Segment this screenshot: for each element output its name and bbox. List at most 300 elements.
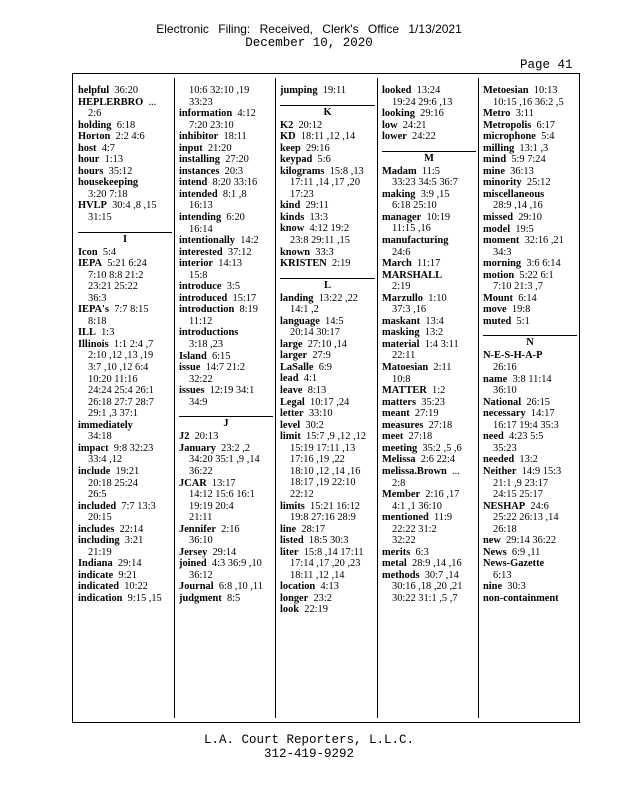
index-word: introduce (179, 281, 222, 293)
index-word: methods (382, 569, 420, 581)
index-word: January (179, 442, 216, 454)
index-entry (382, 512, 478, 524)
index-entry (483, 293, 579, 305)
index-word: leave (280, 385, 303, 397)
page-line-refs: 3:8 11:14 (512, 373, 552, 385)
page-line-refs-continued: 37:3 ,16 (392, 304, 427, 316)
page-line-refs: 24:22 (412, 131, 436, 143)
index-entry (78, 258, 174, 270)
index-word: Island (179, 350, 207, 362)
page-line-refs: 29:16 (420, 108, 444, 120)
page-line-refs-continued: 16:17 19:4 35:3 (493, 419, 559, 431)
index-entry (280, 581, 377, 593)
index-word: letter (280, 408, 304, 420)
page-line-refs: 4:23 5:5 (509, 431, 544, 443)
page-line-refs-continued: 19:19 20:4 (189, 500, 234, 512)
index-entry (280, 593, 377, 605)
index-entry (280, 501, 377, 513)
index-word: J2 (179, 431, 190, 443)
page-number: Page 41 (520, 58, 573, 72)
index-word: including (78, 535, 120, 547)
page-line-refs: 11:5 (421, 165, 440, 177)
index-entry (483, 304, 579, 316)
page-line-refs-continued: 2:8 (392, 477, 406, 489)
index-word: line (280, 523, 297, 535)
page-line-refs: 12:19 34:1 (209, 385, 255, 397)
page-line-refs-continued: 16:14 (189, 223, 213, 235)
index-word: K2 (280, 119, 294, 131)
index-entry (280, 143, 377, 155)
page-line-refs-continued: 6:13 (493, 569, 512, 581)
page-line-refs: 35:23 (421, 396, 445, 408)
index-entry (179, 547, 275, 559)
index-word: KD (280, 131, 296, 143)
index-word: keypad (280, 154, 313, 166)
index-word: liter (280, 546, 299, 558)
index-word: name (483, 373, 508, 385)
page-line-refs-continued: 36:10 (493, 385, 517, 397)
page-line-refs-continued: 25:22 26:13 ,14 (493, 512, 559, 524)
index-entry (78, 524, 174, 536)
index-entry (280, 431, 377, 443)
index-word: MARSHALL (382, 269, 443, 281)
index-entry (382, 258, 478, 270)
index-entry (179, 189, 275, 201)
index-word: MATTER (382, 385, 427, 397)
section-rule (280, 105, 375, 106)
page-line-refs: 24:21 (402, 119, 427, 131)
page-line-refs-continued: 28:9 ,14 ,16 (493, 200, 543, 212)
index-entry (78, 143, 174, 155)
index-entry (280, 247, 377, 259)
index-entry (179, 281, 275, 293)
index-entry (179, 581, 275, 593)
index-word: includes (78, 523, 115, 535)
page-line-refs-continued: 21:19 (88, 546, 112, 558)
page-line-refs: 36:20 (114, 85, 139, 96)
index-entry (179, 166, 275, 178)
page-line-refs-continued: 26:5 (88, 489, 107, 501)
section-letter-header (78, 224, 174, 247)
index-word: moment (483, 235, 520, 247)
page-line-refs: 33:10 (308, 408, 333, 420)
index-entry (382, 339, 478, 351)
index-entry (179, 177, 275, 189)
page-line-refs: 10:22 (124, 581, 148, 593)
page-line-refs: 5:4 (541, 131, 555, 143)
index-entry (483, 374, 579, 386)
page-line-refs: 19:11 (322, 85, 347, 96)
page-line-refs-continued: 34:3 (493, 246, 512, 258)
index-word: non-containment (483, 592, 559, 604)
index-word: meant (382, 408, 410, 420)
index-entry (78, 304, 174, 316)
index-entry (382, 85, 478, 97)
index-word: Horton (78, 131, 111, 143)
index-entry (483, 454, 579, 466)
column-divider (275, 78, 276, 718)
page-line-refs-continued: 19:24 29:6 ,13 (392, 96, 453, 108)
page-line-refs: 27:19 (414, 408, 439, 420)
page-line-refs: 13:22 ,22 (318, 292, 358, 304)
index-word: joined (179, 558, 207, 570)
page-line-refs-continued: 36:10 (189, 535, 213, 547)
index-word: meet (382, 431, 404, 443)
index-entry (483, 431, 579, 443)
section-letter: I (122, 233, 128, 245)
index-entry (179, 362, 275, 374)
page-line-refs: 8:1 ,8 (222, 188, 247, 200)
page-line-refs: 11:17 (417, 258, 441, 270)
index-entry (483, 108, 579, 120)
page-line-refs: 6:18 (116, 119, 136, 131)
index-entry (382, 108, 478, 120)
page-line-refs-continued: 24:15 25:17 (493, 489, 543, 501)
index-word: muted (483, 315, 512, 327)
page-line-refs: 5:6 (317, 154, 331, 166)
page-line-refs-continued: 18:11 ,12 ,14 (290, 569, 345, 581)
index-word: included (78, 500, 117, 512)
index-word: large (280, 338, 303, 350)
index-entry (382, 431, 478, 443)
index-entry (280, 524, 377, 536)
index-entry (483, 131, 579, 143)
page-line-refs: 2:6 22:4 (420, 454, 456, 466)
index-column (280, 85, 377, 718)
page-line-refs: 18:11 ,12 ,14 (300, 131, 356, 143)
section-rule (78, 232, 172, 233)
index-word: listed (280, 535, 304, 547)
index-entry (179, 478, 275, 490)
page-line-refs: 6:20 (226, 212, 245, 224)
page-line-refs: 9:8 32:23 (113, 442, 154, 454)
index-column (179, 85, 275, 718)
page-line-refs-continued: 23:21 25:22 (88, 281, 138, 293)
index-entry (78, 581, 174, 593)
page-line-refs-continued: 18:10 ,12 ,14 ,16 (290, 465, 361, 477)
page-line-refs-continued: 24:24 25:4 26:1 (88, 385, 154, 397)
index-entry (280, 350, 377, 362)
page-line-refs: 37:12 (227, 246, 252, 258)
page-line-refs-continued: 10:6 32:10 ,19 (189, 85, 250, 96)
section-letter-header (483, 327, 579, 350)
index-word: kinds (280, 211, 305, 223)
page-line-refs: 29:14 (212, 546, 237, 558)
index-entry (382, 454, 478, 466)
page-line-refs: 29:10 (518, 212, 542, 224)
index-word: masking (382, 327, 420, 339)
index-word: language (280, 315, 320, 327)
page-line-refs: 6:15 (211, 350, 231, 362)
page-line-refs-continued: 10:20 11:16 (88, 373, 138, 385)
index-word: limit (280, 431, 301, 443)
index-word: maskant (382, 315, 421, 327)
index-word: hours (78, 165, 104, 177)
page-line-refs: 3:5 (226, 281, 241, 293)
index-entry (280, 293, 377, 305)
page-line-refs: 30:4 ,8 ,15 (112, 200, 157, 212)
section-letter-header (382, 143, 478, 166)
index-word: Neither (483, 465, 517, 477)
index-word: landing (280, 292, 314, 304)
page-line-refs-continued: 20:14 30:17 (290, 327, 340, 339)
page-line-refs-continued: 26:18 (493, 523, 517, 535)
page-line-refs: 13:1 ,3 (519, 142, 549, 154)
index-entry (382, 270, 478, 282)
page-line-refs: 14:7 21:2 (205, 362, 246, 374)
index-word: milling (483, 142, 515, 154)
index-word: host (78, 142, 97, 154)
page-line-refs: 30:3 (507, 581, 526, 593)
page-line-refs: 5:22 6:1 (519, 269, 554, 281)
index-word: News (483, 546, 507, 558)
index-entry (483, 558, 579, 570)
page-line-refs-continued: 2:6 (88, 108, 102, 120)
index-word: manager (382, 211, 422, 223)
index-entry (179, 247, 275, 259)
index-entry (280, 397, 377, 409)
index-entry (78, 85, 174, 97)
index-word: intend (179, 177, 208, 189)
index-word: inhibitor (179, 131, 219, 143)
page-line-refs: 1:13 (104, 154, 124, 166)
index-word: kind (280, 200, 301, 212)
index-word: IEPA (78, 258, 103, 270)
index-word: Madam (382, 165, 417, 177)
index-word: need (483, 431, 504, 443)
index-word: model (483, 223, 511, 235)
index-word: looking (382, 108, 415, 120)
page-line-refs: 28:9 ,14 ,16 (412, 558, 462, 570)
index-word: mentioned (382, 512, 429, 524)
page-line-refs-continued: 31:15 (88, 212, 112, 224)
index-entry (382, 327, 478, 339)
index-entry (382, 212, 478, 224)
index-entry (179, 258, 275, 270)
index-word: metal (382, 558, 407, 570)
index-word: housekeeping (78, 177, 139, 189)
index-word: Melissa (382, 454, 416, 466)
index-entry (382, 558, 478, 570)
page-line-refs-continued: 3:20 7:18 (88, 188, 128, 200)
page-line-refs: 8:19 (239, 304, 258, 316)
index-word: impact (78, 442, 109, 454)
index-word: necessary (483, 408, 526, 420)
index-word: manufacturing (382, 235, 449, 247)
index-entry (78, 501, 174, 513)
index-entry (483, 547, 579, 559)
index-word: mind (483, 154, 507, 166)
index-word: judgment (179, 592, 222, 604)
index-word: IEPA's (78, 304, 109, 316)
index-entry (483, 143, 579, 155)
page-line-refs: 8:5 (226, 592, 241, 604)
index-entry (483, 535, 579, 547)
page-line-refs-continued: 22:11 (392, 350, 416, 362)
word-index-box (72, 73, 580, 723)
index-entry (78, 593, 174, 605)
page-line-refs-continued: 3:7 ,10 ,12 6:4 (88, 362, 149, 374)
index-word: Member (382, 489, 421, 501)
page-line-refs-continued: 7:10 21:3 ,7 (493, 281, 543, 293)
index-entry (382, 397, 478, 409)
page-line-refs: 15:8 ,13 (329, 165, 364, 177)
index-word: issues (179, 385, 205, 397)
index-entry (179, 327, 275, 339)
index-word: LaSalle (280, 361, 314, 373)
page-line-refs: 5:9 7:24 (511, 154, 546, 166)
index-word: minority (483, 177, 522, 189)
page-line-refs-continued: 11:15 ,16 (392, 223, 431, 235)
section-rule (280, 278, 375, 279)
page-line-refs: 27:18 (408, 431, 433, 443)
page-line-refs-continued: 26:16 (493, 362, 517, 374)
index-word: instances (179, 165, 220, 177)
page-line-refs-continued: 21:11 (189, 512, 213, 524)
page-line-refs: 15:8 ,14 17:11 (303, 546, 364, 558)
page-line-refs: 3:11 (515, 108, 534, 120)
index-entry (483, 501, 579, 513)
page-line-refs: 2:11 (433, 362, 452, 374)
index-word: March (382, 258, 412, 270)
index-entry (78, 177, 174, 189)
index-word: new (483, 535, 501, 547)
page-line-refs: 14:2 (240, 235, 259, 247)
page-line-refs-continued: 6:18 25:10 (392, 200, 437, 212)
index-entry (78, 247, 174, 259)
page-line-refs: 13:2 (424, 327, 444, 339)
page-line-refs: 22:19 (304, 604, 328, 616)
page-line-refs: 3:9 ,15 (420, 188, 450, 200)
page-line-refs: 13:2 (519, 454, 538, 466)
page-line-refs-continued: 23:8 29:11 ,15 (290, 235, 350, 247)
index-entry (280, 339, 377, 351)
index-word: intended (179, 188, 218, 200)
index-word: N-E-S-H-A-P (483, 350, 543, 362)
page-line-refs-continued: 2:19 (392, 281, 411, 293)
index-entry (483, 593, 579, 605)
index-word: JCAR (179, 477, 207, 489)
index-word: location (280, 581, 316, 593)
index-entry (78, 443, 174, 455)
index-entry (382, 385, 478, 397)
page-line-refs: 19:8 (511, 304, 531, 316)
page-line-refs-continued: 7:20 23:10 (189, 119, 234, 131)
page-line-refs-continued: 8:18 (88, 315, 107, 327)
page-line-refs: 8:13 (307, 385, 327, 397)
index-entry (179, 593, 275, 605)
page-line-refs: 5:21 6:24 (107, 258, 147, 270)
index-entry (280, 420, 377, 432)
page-line-refs: 27:18 (428, 419, 453, 431)
index-entry (382, 408, 478, 420)
index-entry (280, 200, 377, 212)
page-line-refs: 29:14 36:22 (506, 535, 557, 547)
index-word: KRISTEN (280, 258, 327, 270)
page-line-refs-continued: 4:1 ,1 36:10 (392, 500, 442, 512)
index-entry (78, 327, 174, 339)
index-word: Marzullo (382, 292, 423, 304)
index-word: look (280, 604, 300, 616)
index-entry (483, 154, 579, 166)
index-word: Metropolis (483, 119, 532, 131)
index-entry (280, 223, 377, 235)
column-divider (377, 78, 378, 718)
page-line-refs: 28:17 (301, 523, 326, 535)
page-line-refs: 1:1 2:4 ,7 (113, 338, 154, 350)
index-column (78, 85, 174, 718)
index-entry (179, 524, 275, 536)
page-line-refs: 15:21 16:12 (310, 500, 360, 512)
index-word: limits (280, 500, 305, 512)
page-line-refs: 27:20 (225, 154, 249, 166)
page-line-refs: 22:14 (119, 523, 144, 535)
page-line-refs: 4:12 19:2 (309, 223, 350, 235)
index-word: know (280, 223, 305, 235)
index-entry (483, 316, 579, 328)
index-word: looked (382, 85, 412, 96)
page-line-refs-continued: 17:23 (290, 188, 314, 200)
index-word: indicate (78, 569, 114, 581)
page-line-refs: 23:2 ,2 (221, 442, 251, 454)
index-entry (78, 466, 174, 478)
index-word: Metoesian (483, 85, 529, 96)
index-word: melissa.Brown (382, 465, 447, 477)
index-entry (483, 258, 579, 270)
index-entry (382, 131, 478, 143)
index-entry (483, 408, 579, 420)
page-line-refs: 20:12 (298, 119, 323, 131)
page-line-refs: 35:12 (108, 165, 133, 177)
page-line-refs: 19:21 (115, 465, 140, 477)
index-word: information (179, 108, 233, 120)
index-word: keep (280, 142, 301, 154)
index-column (382, 85, 478, 718)
page-line-refs-continued: 33:23 34:5 36:7 (392, 177, 458, 189)
index-word: matters (382, 396, 417, 408)
index-entry (179, 235, 275, 247)
page-line-refs: 1:2 (432, 385, 446, 397)
index-entry (179, 131, 275, 143)
filing-stamp: Electronic Filing: Received, Clerk's Office 1/13/2021 (156, 22, 462, 36)
index-entry (179, 293, 275, 305)
index-word: Indiana (78, 558, 113, 570)
index-word: microphone (483, 131, 536, 143)
index-word: News-Gazette (483, 558, 545, 570)
index-entry (483, 189, 579, 201)
page-line-refs-continued: 36:22 (189, 465, 213, 477)
index-entry (179, 212, 275, 224)
section-rule (179, 416, 273, 417)
index-entry (280, 373, 377, 385)
index-word: meeting (382, 442, 418, 454)
index-entry (280, 212, 377, 224)
page-line-refs-continued: 17:16 ,19 ,22 (290, 454, 345, 466)
index-word: Icon (78, 246, 98, 258)
page-line-refs: 2:16 ,17 (425, 489, 460, 501)
page-line-refs-continued: 14:12 15:6 16:1 (189, 489, 255, 501)
index-word: introduction (179, 304, 235, 316)
page-line-refs: 6:3 (415, 546, 429, 558)
section-rule (483, 335, 577, 336)
index-entry (280, 535, 377, 547)
page-line-refs: 6:17 (536, 119, 555, 131)
index-word: NESHAP (483, 500, 526, 512)
page-line-refs-continued: 17:11 ,14 ,17 ,20 (290, 177, 361, 189)
transcript-date: December 10, 2020 (245, 36, 373, 50)
page-line-refs: 20:3 (224, 165, 244, 177)
page-line-refs: 4:1 (303, 373, 317, 385)
